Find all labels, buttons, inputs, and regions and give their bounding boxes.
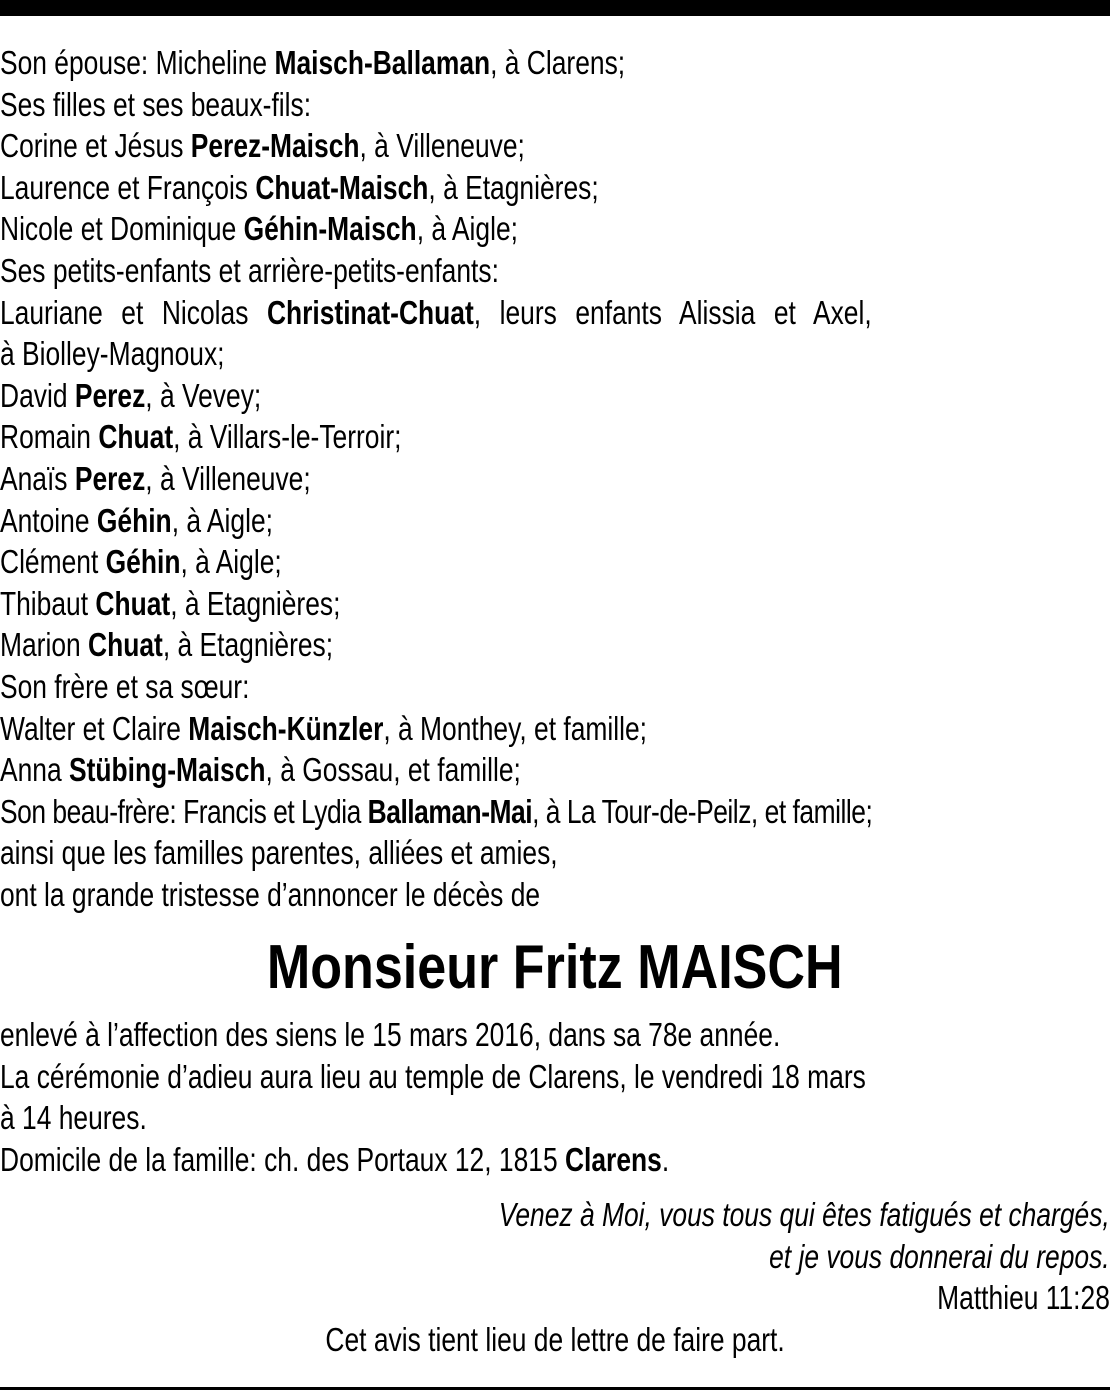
family-line-text: Corine et Jésus [0,127,191,165]
family-line-text: Anna [0,751,69,789]
family-line [0,666,888,708]
family-line [0,42,888,84]
family-surname: Géhin-Maisch [243,210,417,248]
family-line [0,208,888,250]
family-line [0,749,888,791]
family-line-text: ainsi que les familles parentes, alliées et amies, [0,834,558,872]
family-surname: Maisch-Künzler [188,709,384,747]
family-surname: Géhin [105,543,181,581]
family-line-text: Antoine [0,501,97,539]
bottom-rule [0,1387,1110,1390]
details-line: enlevé à l’affection des siens le 15 mars 2016, dans sa 78e année. [0,1016,781,1053]
family-line [0,832,888,874]
top-rule [0,0,1110,16]
verse-reference [0,1277,1110,1319]
family-line-place: , à La Tour-de-Peilz, et famille; [532,792,873,830]
family-surname: Chuat [88,626,163,664]
family-line-place: , à Aigle; [416,210,518,248]
family-surname: Perez [74,459,146,497]
family-line-place: , à Clarens; [490,44,626,81]
family-line [0,416,888,458]
family-line-place: , à Etagnières; [162,626,334,664]
family-line-place: , à Gossau, et famille; [265,751,521,789]
family-surname: Stübing-Maisch [69,751,266,789]
family-line [0,624,888,666]
family-line-text: Laurence et François [0,168,256,206]
domicile-town: Clarens [564,1140,662,1178]
bible-verse [0,1194,1110,1319]
family-line-place: , leurs enfants Alissia et Axel, [473,293,872,331]
family-line-text: Walter et Claire [0,709,189,747]
family-line [0,167,888,209]
family-line-text: Lauriane et Nicolas [0,293,267,331]
family-line [0,375,888,417]
family-line-text: Son frère et sa sœur: [0,667,250,705]
family-surname: Chuat-Maisch [255,168,429,206]
details-block [0,1014,1110,1180]
verse-text: et je vous donnerai du repos. [769,1237,1110,1275]
family-line-place: , à Aigle; [171,501,273,539]
family-line [0,708,888,750]
family-line [0,125,888,167]
family-line-text: Nicole et Dominique [0,210,244,248]
family-line-text: à Biolley-Magnoux; [0,335,225,373]
family-line-text: Ses petits-enfants et arrière-petits-enfants: [0,251,499,289]
family-surname: Perez-Maisch [190,127,360,165]
family-line-text: Romain [0,418,99,456]
family-line-text: Son beau-frère: Francis et Lydia [0,792,368,830]
family-list [0,42,1110,915]
family-line [0,541,888,583]
domicile-text: Domicile de la famille: ch. des Portaux 12, 1815 [0,1140,565,1178]
verse-line [0,1236,1110,1278]
family-line-place: , à Aigle; [180,543,282,581]
domicile-punct: . [661,1140,670,1178]
deceased-name-heading [0,930,1110,1006]
family-line [0,250,888,292]
family-line-text: Thibaut [0,584,96,622]
family-line [0,292,888,334]
family-line-text: Anaïs [0,459,75,497]
domicile-line [0,1139,888,1181]
family-line-text: Ses filles et ses beaux-fils: [0,85,312,123]
family-line [0,84,888,126]
family-line-place: , à Etagnières; [170,584,341,622]
family-line-place: , à Etagnières; [428,168,599,206]
closing-note [0,1318,1110,1362]
family-line-place: , à Villeneuve; [145,459,311,497]
family-line-place: , à Vevey; [145,376,262,414]
family-surname: Maisch-Ballaman [274,44,491,81]
verse-reference-text: Matthieu 11:28 [937,1279,1110,1317]
family-surname: Christinat-Chuat [266,293,474,331]
family-surname: Géhin [96,501,172,539]
details-line: à 14 heures. [0,1099,147,1137]
family-line-place: , à Villeneuve; [359,127,525,165]
family-surname: Perez [74,376,146,414]
family-surname: Ballaman-Mai [367,792,533,830]
details-line: La cérémonie d’adieu aura lieu au temple de Clarens, le vendredi 18 mars [0,1057,866,1095]
family-line-place: , à Monthey, et famille; [383,709,648,747]
family-line-text: ont la grande tristesse d’annoncer le décès de [0,875,541,913]
family-line [0,791,888,833]
family-line [0,333,888,375]
verse-text: Venez à Moi, vous tous qui êtes fatigués et chargés, [499,1196,1110,1233]
family-line-text: Marion [0,626,89,664]
family-line [0,583,888,625]
closing-text: Cet avis tient lieu de lettre de faire part. [325,1321,785,1358]
family-surname: Chuat [98,418,174,456]
family-line [0,874,888,916]
family-line-text: Son épouse: Micheline [0,44,275,81]
family-surname: Chuat [95,584,171,622]
verse-line [0,1194,1110,1236]
family-line-text: Clément [0,543,106,581]
family-line [0,458,888,500]
deceased-name: Monsieur Fritz MAISCH [267,933,843,1002]
family-line-place: , à Villars-le-Terroir; [173,418,402,456]
family-line [0,500,888,542]
family-line-text: David [0,376,75,414]
